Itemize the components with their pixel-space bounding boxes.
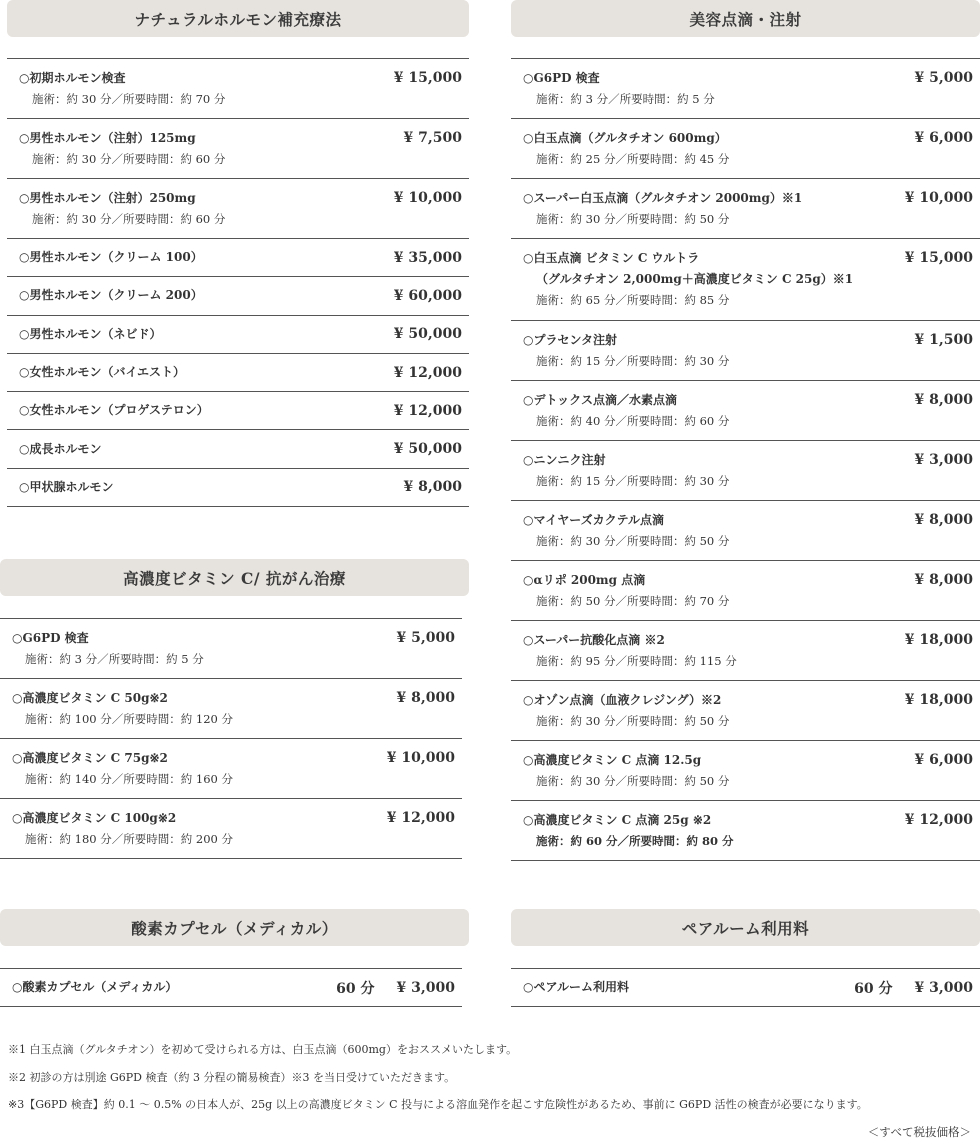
item-detail: 施術：約 3 分／所要時間：約 5 分 (25, 652, 204, 666)
vitamin-header (0, 559, 469, 596)
price-row (7, 316, 469, 354)
item-price: ¥ 5,000 (396, 630, 455, 646)
item-name: ○ニンニク注射 (523, 453, 606, 467)
item-price: ¥ 8,000 (396, 690, 455, 706)
price-row (7, 179, 469, 239)
item-name: ○オゾン点滴（血液クレジング）※2 (523, 693, 722, 707)
item-time: 60 分 (854, 980, 893, 997)
item-detail: 施術：約 40 分／所要時間：約 60 分 (536, 414, 730, 428)
item-price: ¥ 60,000 (393, 287, 462, 304)
item-name: ○高濃度ビタミン C 点滴 12.5g (523, 753, 702, 767)
item-price: ¥ 12,000 (393, 402, 462, 419)
price-row (511, 681, 980, 741)
oxygen-list (0, 968, 462, 1007)
tax-note: ＜すべて税抜価格＞ (867, 1125, 971, 1138)
item-detail: 施術：約 60 分／所要時間：約 80 分 (536, 834, 734, 848)
item-detail: 施術：約 65 分／所要時間：約 85 分 (536, 293, 730, 307)
price-row (0, 969, 462, 1007)
price-row (0, 799, 462, 859)
item-detail: 施術：約 30 分／所要時間：約 50 分 (536, 212, 730, 226)
item-name: ○女性ホルモン（バイエスト） (19, 365, 185, 380)
price-row (0, 739, 462, 799)
item-name: ○甲状腺ホルモン (19, 479, 114, 494)
item-detail: 施術：約 30 分／所要時間：約 70 分 (32, 92, 226, 106)
item-name: ○G6PD 検査 (523, 71, 600, 85)
item-detail: 施術：約 15 分／所要時間：約 30 分 (536, 474, 730, 488)
price-row (511, 741, 980, 801)
price-row (511, 321, 980, 381)
item-price: ¥ 12,000 (386, 810, 455, 826)
price-row (511, 801, 980, 861)
beauty-section (511, 0, 980, 861)
item-name: ○白玉点滴（グルタチオン 600mg） (523, 131, 727, 145)
item-detail: 施術：約 100 分／所要時間：約 120 分 (25, 712, 234, 726)
item-price: ¥ 3,000 (914, 979, 973, 996)
item-price: ¥ 35,000 (393, 249, 462, 266)
price-row (7, 239, 469, 277)
item-price: ¥ 8,000 (914, 392, 973, 408)
item-detail: 施術：約 180 分／所要時間：約 200 分 (25, 832, 234, 846)
beauty-header (511, 0, 980, 37)
item-name: ○初期ホルモン検査 (19, 71, 126, 85)
item-price: ¥ 3,000 (914, 452, 973, 468)
item-price: ¥ 15,000 (393, 70, 462, 86)
footnotes (8, 1043, 868, 1126)
vitamin-list (0, 618, 462, 859)
price-row (7, 59, 469, 119)
item-detail: 施術：約 25 分／所要時間：約 45 分 (536, 152, 730, 166)
item-detail: 施術：約 3 分／所要時間：約 5 分 (536, 92, 715, 106)
item-detail: 施術：約 50 分／所要時間：約 70 分 (536, 594, 730, 608)
item-detail: 施術：約 30 分／所要時間：約 50 分 (536, 774, 730, 788)
item-name: ○マイヤーズカクテル点滴 (523, 513, 665, 527)
price-row (511, 381, 980, 441)
item-detail: 施術：約 95 分／所要時間：約 115 分 (536, 654, 737, 668)
item-name: ○高濃度ビタミン C 100g※2 (12, 811, 177, 825)
item-name: ○男性ホルモン（クリーム 100） (19, 250, 203, 265)
oxygen-header (0, 909, 469, 946)
item-price: ¥ 10,000 (386, 750, 455, 766)
hormone-list (7, 58, 469, 507)
item-price: ¥ 12,000 (904, 812, 973, 828)
item-name: ○男性ホルモン（クリーム 200） (19, 288, 203, 303)
price-row (7, 469, 469, 507)
price-row (511, 969, 980, 1007)
item-detail: 施術：約 30 分／所要時間：約 50 分 (536, 534, 730, 548)
price-row (511, 441, 980, 501)
item-price: ¥ 8,000 (914, 572, 973, 588)
item-detail: 施術：約 30 分／所要時間：約 60 分 (32, 152, 226, 166)
hormone-header (7, 0, 469, 37)
item-price: ¥ 1,500 (914, 332, 973, 348)
price-row (7, 392, 469, 430)
item-name: ○男性ホルモン（ネビド） (19, 326, 162, 341)
item-price: ¥ 18,000 (904, 632, 973, 648)
item-name: ○成長ホルモン (19, 441, 102, 456)
price-row (7, 277, 469, 315)
item-name: ○スーパー白玉点滴（グルタチオン 2000mg）※1 (523, 191, 803, 205)
item-price: ¥ 10,000 (904, 190, 973, 206)
item-price: ¥ 50,000 (393, 326, 462, 343)
pair-title: ペアルーム利用料 (681, 918, 810, 938)
item-name: ○ペアルーム利用料 (523, 980, 629, 995)
item-price: ¥ 18,000 (904, 692, 973, 708)
oxygen-title: 酸素カプセル（メディカル） (131, 918, 338, 938)
item-price: ¥ 7,500 (403, 130, 462, 146)
vitamin-title: 高濃度ビタミン C/ 抗がん治療 (123, 568, 346, 588)
item-name: ○男性ホルモン（注射）125mg (19, 131, 196, 145)
vitamin-section (0, 559, 469, 859)
price-row (511, 179, 980, 239)
hormone-title: ナチュラルホルモン補充療法 (134, 9, 342, 29)
item-name: ○高濃度ビタミン C 点滴 25g ※2 (523, 813, 712, 827)
item-price: ¥ 8,000 (914, 512, 973, 528)
beauty-list (511, 58, 980, 861)
item-price: ¥ 8,000 (403, 479, 462, 496)
item-name: ○αリポ 200mg 点滴 (523, 573, 646, 587)
footnote: ※1 白玉点滴（グルタチオン）を初めて受けられる方は、白玉点滴（600mg）をおススメいたします。 (8, 1043, 518, 1056)
item-name: ○スーパー抗酸化点滴 ※2 (523, 633, 665, 647)
item-price: ¥ 50,000 (393, 441, 462, 458)
item-name: ○高濃度ビタミン C 50g※2 (12, 691, 168, 705)
item-price: ¥ 6,000 (914, 130, 973, 146)
item-detail: 施術：約 30 分／所要時間：約 50 分 (536, 714, 730, 728)
item-name: ○高濃度ビタミン C 75g※2 (12, 751, 168, 765)
pair-list (511, 968, 980, 1007)
item-name: ○男性ホルモン（注射）250mg (19, 191, 196, 205)
item-name: ○酸素カプセル（メディカル） (12, 980, 178, 995)
item-name: ○デトックス点滴／水素点滴 (523, 393, 677, 407)
hormone-section (7, 0, 469, 507)
item-price: ¥ 10,000 (393, 190, 462, 206)
price-row (511, 501, 980, 561)
footnote: ※3【G6PD 検査】約 0.1 ～ 0.5% の日本人が、25g 以上の高濃度ビタミン C 投与による溶血発作を起こす危険性があるため、事前に G6PD 活性の検査が必要になります。 (8, 1098, 868, 1111)
item-price: ¥ 12,000 (393, 364, 462, 381)
price-row (511, 561, 980, 621)
item-name: ○女性ホルモン（プロゲステロン） (19, 403, 209, 418)
item-detail: 施術：約 15 分／所要時間：約 30 分 (536, 354, 730, 368)
price-row (511, 621, 980, 681)
item-price: ¥ 5,000 (914, 70, 973, 86)
price-row (7, 354, 469, 392)
pair-header (511, 909, 980, 946)
beauty-title: 美容点滴・注射 (689, 9, 802, 29)
price-row (7, 430, 469, 468)
price-row (511, 239, 980, 321)
item-price: ¥ 15,000 (904, 250, 973, 266)
item-detail: 施術：約 140 分／所要時間：約 160 分 (25, 772, 234, 786)
footnote: ※2 初診の方は別途 G6PD 検査（約 3 分程の簡易検査）※3 を当日受けていただきます。 (8, 1070, 456, 1084)
price-row (7, 119, 469, 179)
item-time: 60 分 (336, 980, 375, 997)
price-row (0, 619, 462, 679)
price-row (511, 119, 980, 179)
pair-section (511, 909, 980, 1007)
item-price: ¥ 3,000 (396, 979, 455, 996)
item-name: ○プラセンタ注射 (523, 333, 617, 347)
item-name: ○G6PD 検査 (12, 631, 89, 645)
item-name: ○白玉点滴 ビタミン C ウルトラ (523, 251, 700, 265)
item-name-line2: （グルタチオン 2,000mg＋高濃度ビタミン C 25g）※1 (536, 272, 854, 286)
oxygen-section (0, 909, 469, 1007)
price-row (511, 59, 980, 119)
price-row (0, 679, 462, 739)
item-price: ¥ 6,000 (914, 752, 973, 768)
item-detail: 施術：約 30 分／所要時間：約 60 分 (32, 212, 226, 226)
